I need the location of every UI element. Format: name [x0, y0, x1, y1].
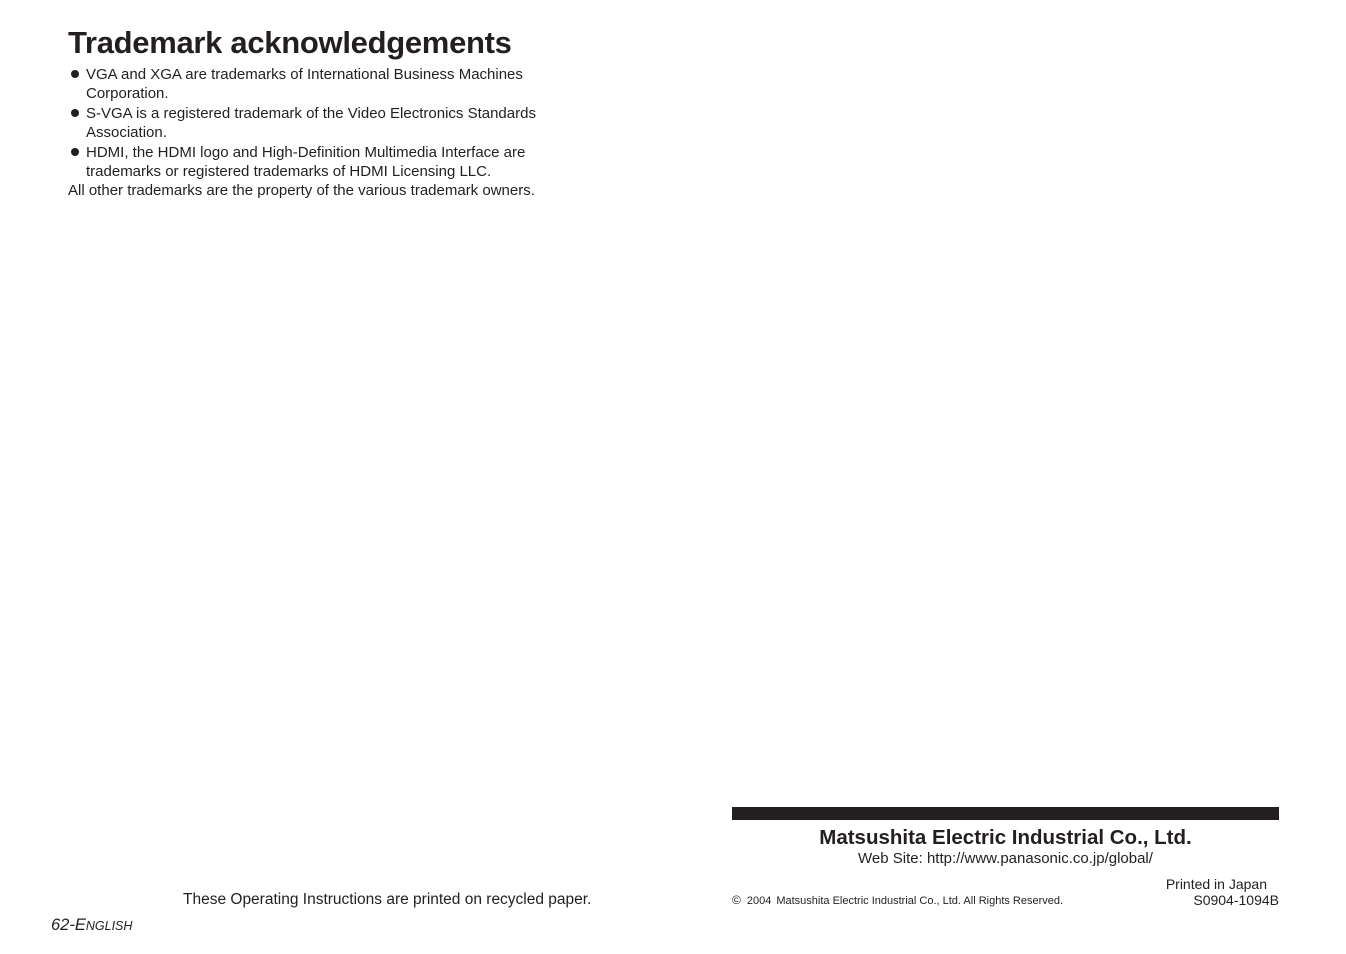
footer-divider-bar: [732, 807, 1279, 820]
bullet-icon: [71, 70, 79, 78]
other-trademarks-note: All other trademarks are the property of the various trademark owners.: [68, 182, 535, 199]
document-code: S0904-1094B: [1193, 892, 1279, 908]
list-item: [68, 143, 588, 182]
trademark-list: [68, 65, 588, 181]
page-number-rest: NGLISH: [85, 919, 133, 933]
list-item: [68, 104, 588, 143]
copyright-year: 2004: [746, 895, 772, 907]
page-number: [51, 915, 132, 936]
page-number-digits: 62-: [51, 916, 75, 934]
recycled-paper-note: These Operating Instructions are printed on recycled paper.: [183, 891, 592, 908]
page-number-initial: E: [74, 916, 86, 934]
trademark-text: HDMI, the HDMI logo and High-Definition Multimedia Interface are trademarks or registered trademarks of HDMI Licensing LLC.: [86, 143, 526, 181]
list-item: [68, 65, 588, 104]
bullet-icon: [71, 109, 79, 117]
bullet-icon: [71, 148, 79, 156]
trademark-text: S-VGA is a registered trademark of the Video Electronics Standards Association.: [86, 104, 536, 142]
company-name: Matsushita Electric Industrial Co., Ltd.: [819, 826, 1192, 849]
page-title: Trademark acknowledgements: [68, 25, 512, 60]
copyright-icon: ©: [732, 893, 741, 907]
copyright-text: Matsushita Electric Industrial Co., Ltd. All Rights Reserved.: [776, 895, 1064, 907]
print-info: [1130, 876, 1279, 908]
website-url: Web Site: http://www.panasonic.co.jp/global/: [858, 850, 1153, 867]
trademark-text: VGA and XGA are trademarks of International Business Machines Corporation.: [86, 66, 523, 103]
printed-in: Printed in Japan: [1165, 876, 1267, 892]
copyright-line: [732, 893, 1063, 908]
